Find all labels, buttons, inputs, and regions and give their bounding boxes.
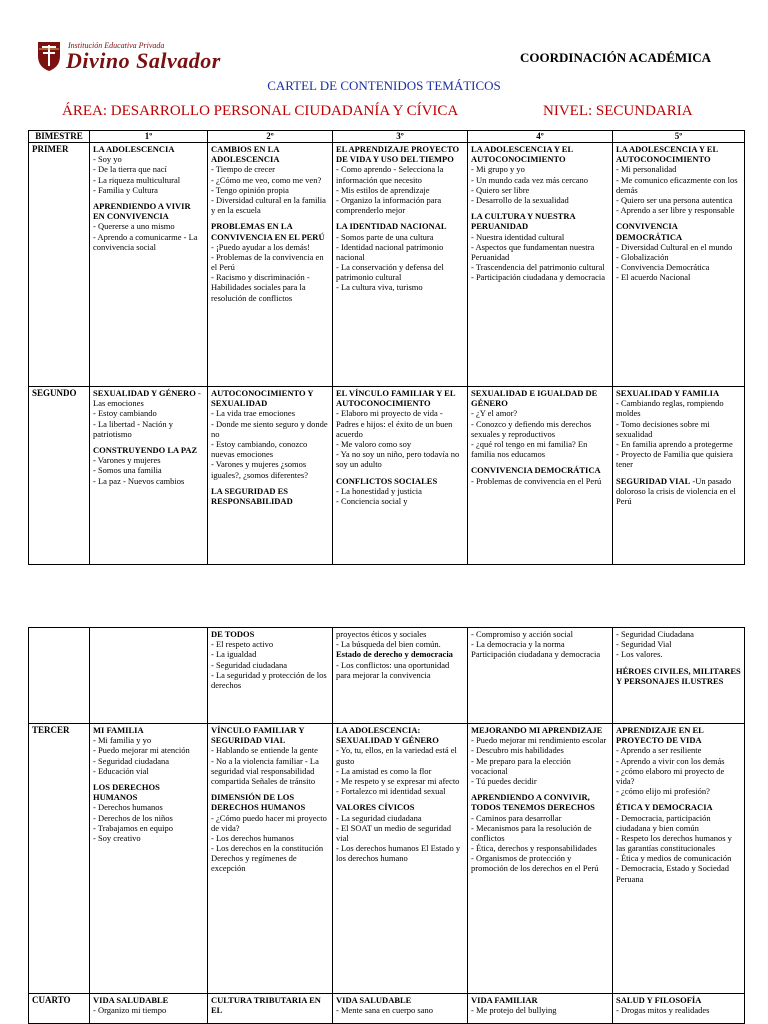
content-cell xyxy=(613,724,745,994)
topic-item: - La búsqueda del bien común. xyxy=(336,639,441,650)
topic-item: - Los valores. xyxy=(616,649,663,660)
unit-heading: DE TODOS xyxy=(211,629,255,639)
topic-item: - Tiempo de crecer xyxy=(211,164,275,175)
topic-item: - Globalización xyxy=(616,251,669,262)
topic-item: - ¿qué rol tengo en mi familia? En familia nos educamos xyxy=(471,438,588,460)
topic-item: - Un mundo cada vez más cercano xyxy=(471,174,589,185)
topic-item: - Hablando se entiende la gente xyxy=(211,745,318,756)
topic-item: - Convivencia Democrática xyxy=(616,262,710,273)
topic-item: - Ética, derechos y responsabilidades xyxy=(471,843,597,854)
coordinacion-title: COORDINACIÓN ACADÉMICA xyxy=(520,50,712,65)
topic-item: - ¿Y el amor? xyxy=(471,408,518,419)
area-title: ÁREA: DESARROLLO PERSONAL CIUDADANÍA Y CÍVICA xyxy=(62,103,459,119)
topic-item: - Problemas de convivencia en el Perú xyxy=(471,475,602,486)
unit-heading: VIDA SALUDABLE xyxy=(93,995,169,1005)
content-cell xyxy=(333,724,468,994)
topic-item: - Trascendencia del patrimonio cultural xyxy=(471,262,605,273)
unit-heading: APRENDIZAJE EN EL PROYECTO DE VIDA xyxy=(616,725,704,746)
topic-item: - Mecanismos para la resolución de conflictos xyxy=(471,822,592,843)
topic-item: - ¿cómo elijo mi profesión? xyxy=(616,786,710,797)
topic-item: - Democracia, participación ciudadana y bien común xyxy=(616,812,711,833)
content-cell xyxy=(208,387,333,565)
topic-item: - La vida trae emociones xyxy=(211,408,296,419)
content-cell xyxy=(613,628,745,724)
topic-item: - Seguridad ciudadana xyxy=(211,659,287,670)
topic-item: - Puedo mejorar mi rendimiento escolar xyxy=(471,735,607,746)
col-header: BIMESTRE xyxy=(29,131,90,143)
topic-item: - Me comunico eficazmente con los demás xyxy=(616,174,738,195)
content-cell xyxy=(90,628,208,724)
topic-item: - La seguridad ciudadana xyxy=(336,812,422,823)
topic-item: - Respeto los derechos humanos y las garantías constitucionales xyxy=(616,832,732,854)
unit-heading: SEGURIDAD VIAL -Un pasado doloroso la crisis de violencia en el Perú xyxy=(616,475,736,506)
topic-item: - Mi familia y yo xyxy=(93,735,152,746)
topic-item: - La paz - Nuevos cambios xyxy=(93,475,185,486)
bimestre-cell xyxy=(29,628,90,724)
topic-item: - ¿Cómo puedo hacer mi proyecto de vida? xyxy=(211,812,327,833)
topic-item: - Aprendo a vivir con los demás xyxy=(616,755,725,766)
contents-table-page-2 xyxy=(28,627,745,1024)
unit-heading: LA IDENTIDAD NACIONAL xyxy=(336,221,447,232)
topic-item: - Familia y Cultura xyxy=(93,184,158,195)
bimestre-cell: SEGUNDO xyxy=(29,387,90,565)
bimestre-cell: TERCER xyxy=(29,724,90,994)
col-header: 5º xyxy=(613,131,745,143)
col-header: 3º xyxy=(333,131,468,143)
contents-table-page-1 xyxy=(28,130,745,565)
topic-item: - Los derechos humanos El Estado y los derechos humano xyxy=(336,843,461,864)
topic-item: - La democracia y la norma Participación ciudadana y democracia xyxy=(471,639,601,660)
unit-heading: CAMBIOS EN LA ADOLESCENCIA xyxy=(211,144,280,165)
unit-heading: CULTURA TRIBUTARIA EN EL xyxy=(211,995,321,1016)
topic-item: - Conozco y defiendo mis derechos sexuales y reproductivos xyxy=(471,418,592,439)
content-cell xyxy=(208,994,333,1024)
topic-item: - ¿Cómo me veo, como me ven? xyxy=(211,174,322,185)
unit-heading: LA CULTURA Y NUESTRA PERUANIDAD xyxy=(471,211,576,232)
nivel-title: NIVEL: SECUNDARIA xyxy=(543,103,693,119)
content-cell xyxy=(468,994,613,1024)
bimestre-cell: CUARTO xyxy=(29,994,90,1024)
content-cell xyxy=(613,994,745,1024)
topic-item: - Estoy cambiando, conozco nuevas emociones xyxy=(211,438,308,460)
topic-item: - Educación vial xyxy=(93,765,149,776)
content-cell xyxy=(613,143,745,387)
topic-item: - Me respeto y se expresar mi afecto xyxy=(336,775,460,786)
topic-item: - No a la violencia familiar - La seguridad vial responsabilidad compartida Señales de tránsito xyxy=(211,755,319,786)
unit-heading: SEXUALIDAD Y GÉNERO - Las emociones xyxy=(93,388,201,409)
topic-item: - Compromiso y acción social xyxy=(471,629,573,639)
topic-item: - ¡Puedo ayudar a los demás! xyxy=(211,241,310,252)
topic-item: - Donde me siento seguro y donde no xyxy=(211,418,328,439)
bimestre-row xyxy=(29,387,745,565)
topic-item: - Derechos de los niños xyxy=(93,812,173,823)
unit-heading: MI FAMILIA xyxy=(93,725,144,735)
topic-item: - Los conflictos: una oportunidad para mejorar la convivencia xyxy=(336,659,450,680)
topic-item: - La igualdad xyxy=(211,649,257,660)
topic-item: - Racismo y discriminación - Habilidades sociales para la resolución de conflictos xyxy=(211,272,310,303)
unit-heading: APRENDIENDO A CONVIVIR, TODOS TENEMOS DERECHOS xyxy=(471,792,595,813)
col-header: 2º xyxy=(208,131,333,143)
topic-item: - El SOAT un medio de seguridad vial xyxy=(336,822,452,843)
unit-heading: CONSTRUYENDO LA PAZ xyxy=(93,444,198,455)
unit-heading: LA SEGURIDAD ES RESPONSABILIDAD xyxy=(211,485,293,506)
topic-item: - La amistad es como la flor xyxy=(336,765,432,776)
unit-heading: VÍNCULO FAMILIAR Y SEGURIDAD VIAL xyxy=(211,725,305,746)
topic-item: - Los derechos en la constitución Derechos y regímenes de excepción xyxy=(211,843,324,874)
unit-heading: VALORES CÍVICOS xyxy=(336,802,415,813)
topic-item: - Diversidad cultural en la familia y en la escuela xyxy=(211,194,326,216)
topic-item: - El acuerdo Nacional xyxy=(616,272,691,283)
topic-item: - Trabajamos en equipo xyxy=(93,822,174,833)
unit-heading: HÉROES CIVILES, MILITARES Y PERSONAJES ILUSTRES xyxy=(616,665,741,686)
topic-item: - Democracia, Estado y Sociedad Peruana xyxy=(616,863,730,884)
unit-heading: DIMENSIÓN DE LOS DERECHOS HUMANOS xyxy=(211,792,306,813)
topic-item: - Varones y mujeres xyxy=(93,455,161,466)
content-cell xyxy=(90,143,208,387)
cartel-title: CARTEL DE CONTENIDOS TEMÁTICOS xyxy=(267,78,501,93)
bimestre-row xyxy=(29,628,745,724)
bimestre-row xyxy=(29,994,745,1024)
content-cell xyxy=(468,724,613,994)
topic-item: - Seguridad Ciudadana xyxy=(616,629,694,639)
unit-heading: VIDA SALUDABLE xyxy=(336,995,412,1005)
topic-item: - Me valoro como soy xyxy=(336,438,412,449)
content-cell xyxy=(333,143,468,387)
topic-item: - Proyecto de Familia que quisiera tener xyxy=(616,449,733,470)
topic-item: - La cultura viva, turismo xyxy=(336,282,423,293)
content-cell xyxy=(208,143,333,387)
topic-item: - Aprendo a comunicarme - La convivencia social xyxy=(93,231,198,252)
unit-heading: EL VÍNCULO FAMILIAR Y EL AUTOCONOCIMIENTO xyxy=(336,388,456,409)
topic-item: - Quiero ser libre xyxy=(471,184,530,195)
topic-item: - El respeto activo xyxy=(211,639,274,650)
topic-item: - Descubro mis habilidades xyxy=(471,745,564,756)
unit-heading: CONFLICTOS SOCIALES xyxy=(336,475,438,486)
topic-item: - Somos una familia xyxy=(93,465,162,476)
unit-heading: SEXUALIDAD E IGUALDAD DE GÉNERO xyxy=(471,388,598,409)
content-cell xyxy=(333,994,468,1024)
topic-item: - Seguridad Vial xyxy=(616,639,672,650)
topic-item: - La conservación y defensa del patrimonio cultural xyxy=(336,262,444,283)
topic-item: - Somos parte de una cultura xyxy=(336,231,434,242)
topic-item: - La honestidad y justicia xyxy=(336,485,422,496)
topic-item: - Me preparo para la elección vocacional xyxy=(471,755,571,776)
topic-item: - Problemas de la convivencia en el Perú xyxy=(211,251,324,273)
unit-heading: LA ADOLESCENCIA Y EL AUTOCONOCIMIENTO xyxy=(616,144,718,165)
unit-heading: PROBLEMAS EN LA CONVIVENCIA EN EL PERÚ xyxy=(211,221,325,242)
content-cell xyxy=(90,387,208,565)
topic-item: - Organizo la información para comprenderlo mejor xyxy=(336,194,442,216)
col-header: 4º xyxy=(468,131,613,143)
logo-name: Divino Salvador xyxy=(66,48,221,73)
topic-item: - Tomo decisiones sobre mi sexualidad xyxy=(616,418,710,439)
topic-item: - Conciencia social y xyxy=(336,495,408,506)
unit-heading: LA ADOLESCENCIA Y EL AUTOCONOCIMIENTO xyxy=(471,144,573,165)
topic-item: - Nuestra identidad cultural xyxy=(471,231,565,242)
topic-item: - Mis estilos de aprendizaje xyxy=(336,184,430,195)
topic-item: - Drogas mitos y realidades xyxy=(616,1005,710,1016)
header-row xyxy=(29,131,745,143)
col-header: 1º xyxy=(90,131,208,143)
topic-item: - Elaboro mi proyecto de vida - Padres e hijos: el éxito de un buen acuerdo xyxy=(336,408,453,439)
topic-item: - Como aprendo - Selecciona la información que necesito xyxy=(336,164,444,185)
topic-item: - Mente sana en cuerpo sano xyxy=(336,1005,434,1016)
topic-item: - Tú puedes decidir xyxy=(471,775,537,786)
bimestre-row xyxy=(29,143,745,387)
unit-heading: Estado de derecho y democracia xyxy=(336,649,453,660)
content-cell xyxy=(208,628,333,724)
topic-item: - Identidad nacional patrimonio nacional xyxy=(336,241,444,262)
content-cell xyxy=(333,628,468,724)
topic-item: - Desarrollo de la sexualidad xyxy=(471,194,569,205)
topic-item: - De la tierra que nací xyxy=(93,164,167,175)
unit-heading: ÉTICA Y DEMOCRACIA xyxy=(616,802,713,813)
content-cell xyxy=(613,387,745,565)
topic-item: - Varones y mujeres ¿somos iguales?, ¿somos diferentes? xyxy=(211,459,309,480)
unit-heading: SALUD Y FILOSOFÍA xyxy=(616,995,702,1005)
topic-item: - Quiero ser una persona autentica xyxy=(616,194,733,205)
topic-item: - Estoy cambiando xyxy=(93,408,157,419)
topic-item: - Ya no soy un niño, pero todavía no soy un adulto xyxy=(336,449,460,470)
topic-item: - Soy creativo xyxy=(93,832,141,843)
content-cell xyxy=(208,724,333,994)
unit-heading: LOS DERECHOS HUMANOS xyxy=(93,781,160,803)
topic-item: - Me protejo del bullying xyxy=(471,1005,557,1016)
topic-item: - Yo, tu, ellos, en la variedad está el gusto xyxy=(336,745,457,766)
shield-crest-icon xyxy=(36,40,62,72)
topic-item: - Tengo opinión propia xyxy=(211,184,289,195)
content-cell xyxy=(468,628,613,724)
content-cell xyxy=(468,387,613,565)
topic-item: - Organismos de protección y promoción de los derechos en el Perú xyxy=(471,853,599,874)
topic-item: - ¿cómo elaboro mi proyecto de vida? xyxy=(616,765,725,786)
content-cell xyxy=(90,724,208,994)
unit-heading: EL APRENDIZAJE PROYECTO DE VIDA Y USO DEL TIEMPO xyxy=(336,144,460,165)
topic-item: - Participación ciudadana y democracia xyxy=(471,272,606,283)
topic-item: - La riqueza multicultural xyxy=(93,174,181,185)
unit-heading: SEXUALIDAD Y FAMILIA xyxy=(616,388,720,398)
bimestre-cell: PRIMER xyxy=(29,143,90,387)
unit-heading: CONVIVENCIA DEMOCRÁTICA xyxy=(471,465,601,476)
logo-subtitle: Institución Educativa Privada xyxy=(68,41,165,50)
unit-heading: AUTOCONOCIMIENTO Y SEXUALIDAD xyxy=(211,388,314,409)
topic-item: - Aprendo a ser libre y responsable xyxy=(616,205,735,216)
unit-heading: LA ADOLESCENCIA: SEXUALIDAD Y GÉNERO xyxy=(336,725,439,746)
school-logo xyxy=(36,40,266,76)
unit-heading: MEJORANDO MI APRENDIZAJE xyxy=(471,725,603,735)
topic-item: - Puedo mejorar mi atención xyxy=(93,745,190,756)
bimestre-row xyxy=(29,724,745,994)
topic-item: - Aspectos que fundamentan nuestra Peruanidad xyxy=(471,241,595,262)
topic-item: - Los derechos humanos xyxy=(211,832,294,843)
topic-item: - Aprendo a ser resiliente xyxy=(616,745,702,756)
topic-item: - Diversidad Cultural en el mundo xyxy=(616,241,733,252)
topic-item: - En familia aprendo a protegerme xyxy=(616,438,733,449)
topic-item: - Mi grupo y yo xyxy=(471,164,525,175)
topic-item: - La seguridad y protección de los derechos xyxy=(211,669,327,690)
unit-heading: APRENDIENDO A VIVIR EN CONVIVENCIA xyxy=(93,200,191,222)
topic-item: proyectos éticos y sociales xyxy=(336,629,427,639)
topic-item: - Caminos para desarrollar xyxy=(471,812,562,823)
unit-heading: LA ADOLESCENCIA xyxy=(93,144,175,154)
content-cell xyxy=(333,387,468,565)
unit-heading: VIDA FAMILIAR xyxy=(471,995,538,1005)
topic-item: - Derechos humanos xyxy=(93,802,163,813)
topic-item: - Cambiando reglas, rompiendo moldes xyxy=(616,398,724,419)
topic-item: - Soy yo xyxy=(93,154,122,165)
topic-item: - Seguridad ciudadana xyxy=(93,755,169,766)
topic-item: - Ética y medios de comunicación xyxy=(616,853,732,864)
unit-heading: CONVIVENCIA DEMOCRÁTICA xyxy=(616,221,683,242)
topic-item: - La libertad - Nación y patriotismo xyxy=(93,418,174,439)
topic-item: - Mi personalidad xyxy=(616,164,677,175)
topic-item: - Fortalezco mi identidad sexual xyxy=(336,786,446,797)
topic-item: - Quererse a uno mismo xyxy=(93,221,175,232)
content-cell xyxy=(468,143,613,387)
content-cell xyxy=(90,994,208,1024)
topic-item: - Organizo mi tiempo xyxy=(93,1005,167,1016)
